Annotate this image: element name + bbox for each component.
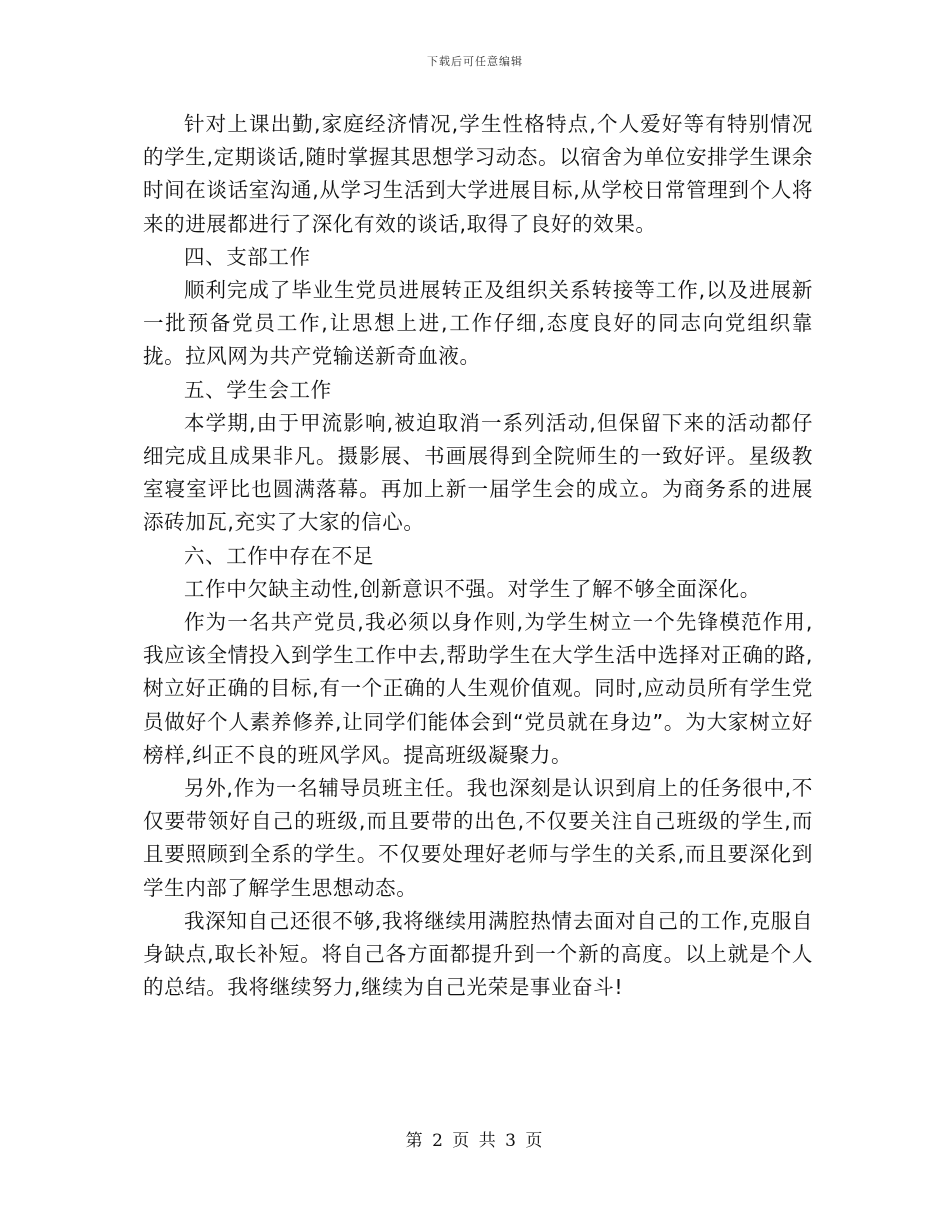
paragraph-party-member: 作为一名共产党员,我必须以身作则,为学生树立一个先锋模范作用,我应该全情投入到学生工作中去,帮助学生在大学生活中选择对正确的路,树立好正确的目标,有一个正确的人生观价值观。同时,应动员所有学生党员做好个人素养修养,让同学们能体会到“党员就在身边”。为大家树立好榜样,纠正不良的班风学风。提高班级凝聚力。 xyxy=(143,610,813,767)
page-number: 第 2 页 共 3 页 xyxy=(405,1131,545,1151)
heading-shortcomings: 六、工作中存在不足 xyxy=(184,543,374,568)
paragraph-talks: 针对上课出勤,家庭经济情况,学生性格特点,个人爱好等有特别情况的学生,定期谈话,随时掌握其思想学习动态。以宿舍为单位安排学生课余时间在谈话室沟通,从学习生活到大学进展目标,从学校日常管理到个人将来的进展都进行了深化有效的谈话,取得了良好的效果。 xyxy=(143,112,813,236)
paragraph-branch-work: 顺利完成了毕业生党员进展转正及组织关系转接等工作,以及进展新一批预备党员工作,让思想上进,工作仔细,态度良好的同志向党组织靠拢。拉风网为共产党输送新奇血液。 xyxy=(143,278,813,369)
paragraph-counselor: 另外,作为一名辅导员班主任。我也深刻是认识到肩上的任务很中,不仅要带领好自己的班级,而且要带的出色,不仅要关注自己班级的学生,而且要照顾到全系的学生。不仅要处理好老师与学生的关系,而且要深化到学生内部了解学生思想动态。 xyxy=(143,776,813,900)
heading-student-union: 五、学生会工作 xyxy=(184,377,332,402)
page-header-note: 下载后可任意编辑 xyxy=(427,55,523,68)
heading-branch-work: 四、支部工作 xyxy=(184,244,311,269)
paragraph-conclusion: 我深知自己还很不够,我将继续用满腔热情去面对自己的工作,克服自身缺点,取长补短。将自己各方面都提升到一个新的高度。以上就是个人的总结。我将继续努力,继续为自己光荣是事业奋斗! xyxy=(143,908,813,1000)
paragraph-student-union: 本学期,由于甲流影响,被迫取消一系列活动,但保留下来的活动都仔细完成且成果非凡。摄影展、书画展得到全院师生的一致好评。星级教室寝室评比也圆满落幕。再加上新一届学生会的成立。为商务系的进展添砖加瓦,充实了大家的信心。 xyxy=(143,410,813,535)
document-body xyxy=(143,108,813,1004)
paragraph-shortcomings: 工作中欠缺主动性,创新意识不强。对学生了解不够全面深化。 xyxy=(184,576,761,601)
